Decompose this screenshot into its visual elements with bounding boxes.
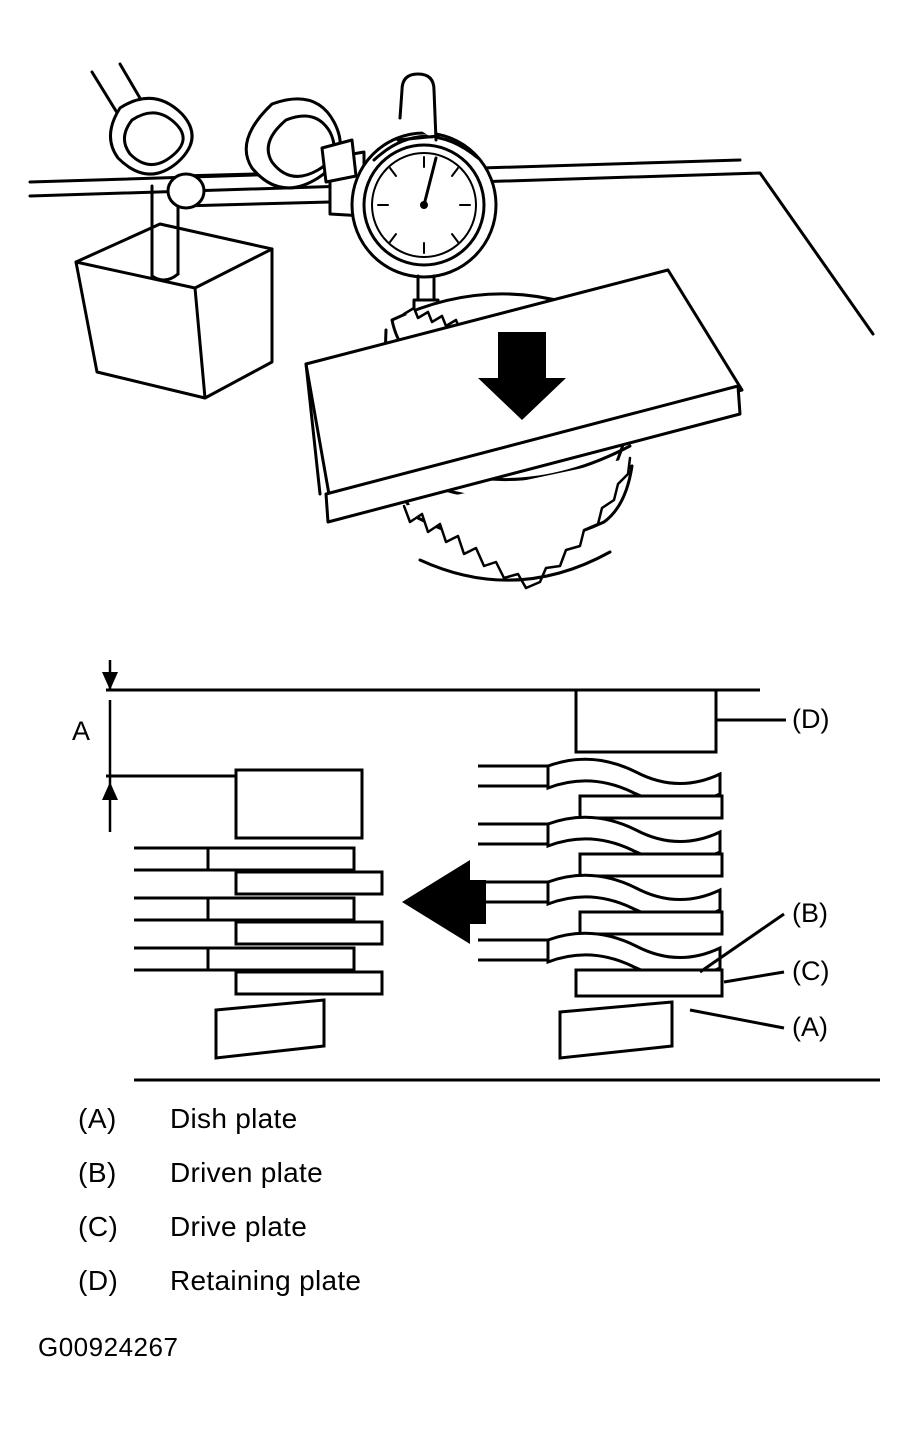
dial-indicator [352,74,496,330]
legend-item-a [78,1103,598,1157]
bottom-cross-section [84,660,880,1080]
legend-item-d [78,1265,598,1319]
left-plate-stack [134,770,382,1058]
dimension-a [84,660,134,832]
callout-retaining-plate: (D) [792,704,830,734]
legend-label-a: Dish plate [170,1103,298,1134]
legend-key-a: (A) [78,1103,117,1134]
legend-label-d: Retaining plate [170,1265,362,1296]
callout-dish-plate: (A) [792,1012,828,1042]
legend-key-c: (C) [78,1211,119,1242]
dimension-a-label: A [72,716,91,746]
legend-label-c: Drive plate [170,1211,308,1242]
top-illustration [30,64,873,588]
legend-item-b [78,1157,598,1211]
left-arrow-icon [402,860,486,944]
gauge-arm-upper [92,64,192,174]
legend-label-b: Driven plate [170,1157,324,1188]
right-plate-stack [478,690,722,1058]
legend [78,1103,598,1319]
figure-id: G00924267 [38,1332,179,1362]
callout-driven-plate: (B) [792,898,828,928]
legend-key-b: (B) [78,1157,117,1188]
legend-item-c [78,1211,598,1265]
callout-drive-plate: (C) [792,956,830,986]
legend-key-d: (D) [78,1265,119,1296]
